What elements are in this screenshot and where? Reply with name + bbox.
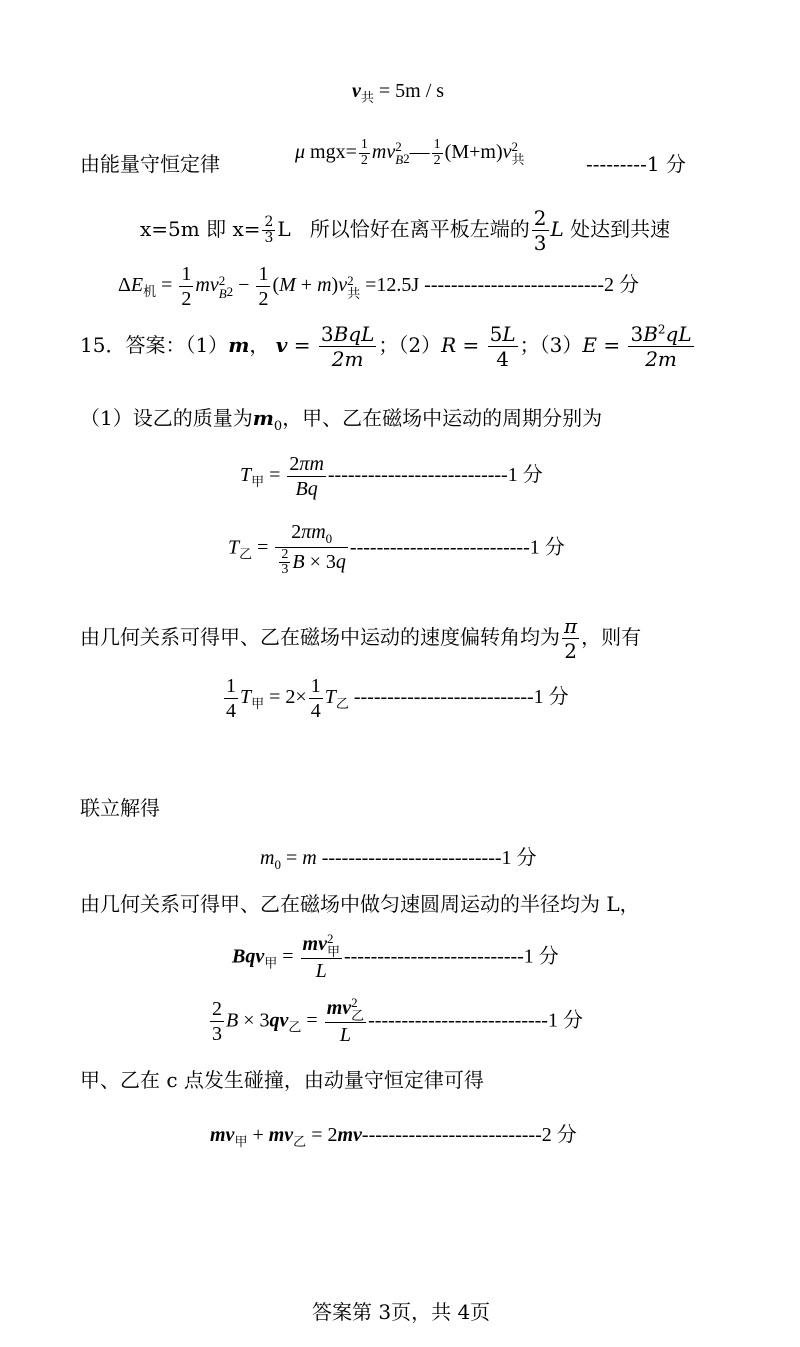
collision-text: 甲、乙在 c 点发生碰撞，由动量守恒定律可得 (80, 1068, 484, 1092)
v-common-equation: $v_共 = 5m / s$ (352, 80, 445, 105)
x-result-c: 处达到共速 (570, 217, 671, 241)
q15-sep3: ；（3） (519, 333, 583, 357)
geom-angle-text: 由几何关系可得甲、乙在磁场中运动的速度偏转角均为 (80, 625, 560, 649)
x-result-a: x=5m 即 x= (140, 217, 261, 241)
t-jia-score: ---------------------------1 分 (327, 464, 543, 487)
q15-sep2: ；（2） (378, 333, 442, 357)
m0-equation: $m_0 = m$ ---------------------------1 分 (260, 847, 537, 872)
delta-e-value: =12.5J (365, 274, 420, 297)
quarter-score: ---------------------------1 分 (353, 686, 569, 709)
momentum-score: ---------------------------2 分 (361, 1124, 577, 1146)
lianli-label: 联立解得 (80, 796, 160, 820)
quarter-period-equation: $\frac{1}{4}$ $T_甲 = 2\times$ $\frac{1}{4}$ $T_乙$ ---------------------------1 分 (226, 675, 569, 722)
delta-e-equation: $\Delta E_机$ = $\frac{1}{2}$ mv 2 B $_2$ − $\frac{1}{2}$ (M + m)v 2 共 =12.5J ---------------------------2 分 (118, 263, 639, 310)
t-yi-equation: $T_乙$ = $2\pi m_0$ $\frac{2}{3}$ B × 3q ---------------------------1 分 (228, 521, 565, 578)
geom-angle-text2: ，则有 (581, 625, 642, 649)
q15-label: 15．答案：（1） (80, 333, 229, 357)
bqv-jia-equation: Bqv$_甲$ = mv 2 甲 L ---------------------------1 分 (232, 931, 559, 983)
energy-score: ---------1 分 (586, 152, 686, 176)
x-result-line: x=5m 即 x= $\frac{2}{3}$ L 所以恰好在离平板左端的 $\frac{2}{3}$ L 处达到共速 (140, 206, 671, 255)
q15-part1-text: （1）设乙的质量为 (80, 406, 253, 430)
bqv-yi-equation: $\frac{2}{3}$ $B \times 3qv_乙$ = mv 2 乙 L ---------------------------1 分 (212, 995, 583, 1047)
q15-sep1: ， (249, 333, 270, 357)
t-jia-equation: $T_甲$ = $\frac{2\pi m}{Bq}$ ---------------------------1 分 (240, 453, 543, 500)
delta-e-score: ---------------------------2 分 (424, 274, 639, 297)
bqv-jia-score: ---------------------------1 分 (343, 945, 559, 968)
geom-radius-text: 由几何关系可得甲、乙在磁场中做匀速圆周运动的半径均为 L， (80, 892, 640, 916)
page-footer: 答案第 3页，共 4页 (312, 1300, 491, 1324)
geom-angle-line: 由几何关系可得甲、乙在磁场中运动的速度偏转角均为 $\frac{\pi}{2}$ ，则有 (80, 614, 642, 663)
bqv-yi-score: ---------------------------1 分 (368, 1009, 583, 1032)
q15-part1-intro: （1）设乙的质量为$m_0$，甲、乙在磁场中运动的周期分别为 (80, 406, 603, 434)
momentum-equation: $mv_甲 + mv_乙 = 2mv---------------------------2$ 分 (210, 1124, 577, 1149)
energy-label: 由能量守恒定律 (80, 152, 220, 176)
t-yi-score: ---------------------------1 分 (349, 536, 565, 559)
x-result-b: 所以恰好在离平板左端的 (309, 217, 530, 241)
energy-equation: μ mgx= $\frac{1}{2}$ mv 2 B $_2$— $\frac{1}{2}$ (M+m)v 2 共 (295, 137, 525, 168)
q15-part1-text2: ，甲、乙在磁场中运动的周期分别为 (282, 406, 603, 430)
m0-score: ---------------------------1 分 (321, 847, 537, 869)
q15-answer-line: 15．答案：（1）m， v = $\frac{\text{3BqL}}{2m}$ ；（2）R = $\frac{5L}{4}$ ；（3）E = $\frac{3B^2qL}{2m}$ (80, 322, 692, 371)
